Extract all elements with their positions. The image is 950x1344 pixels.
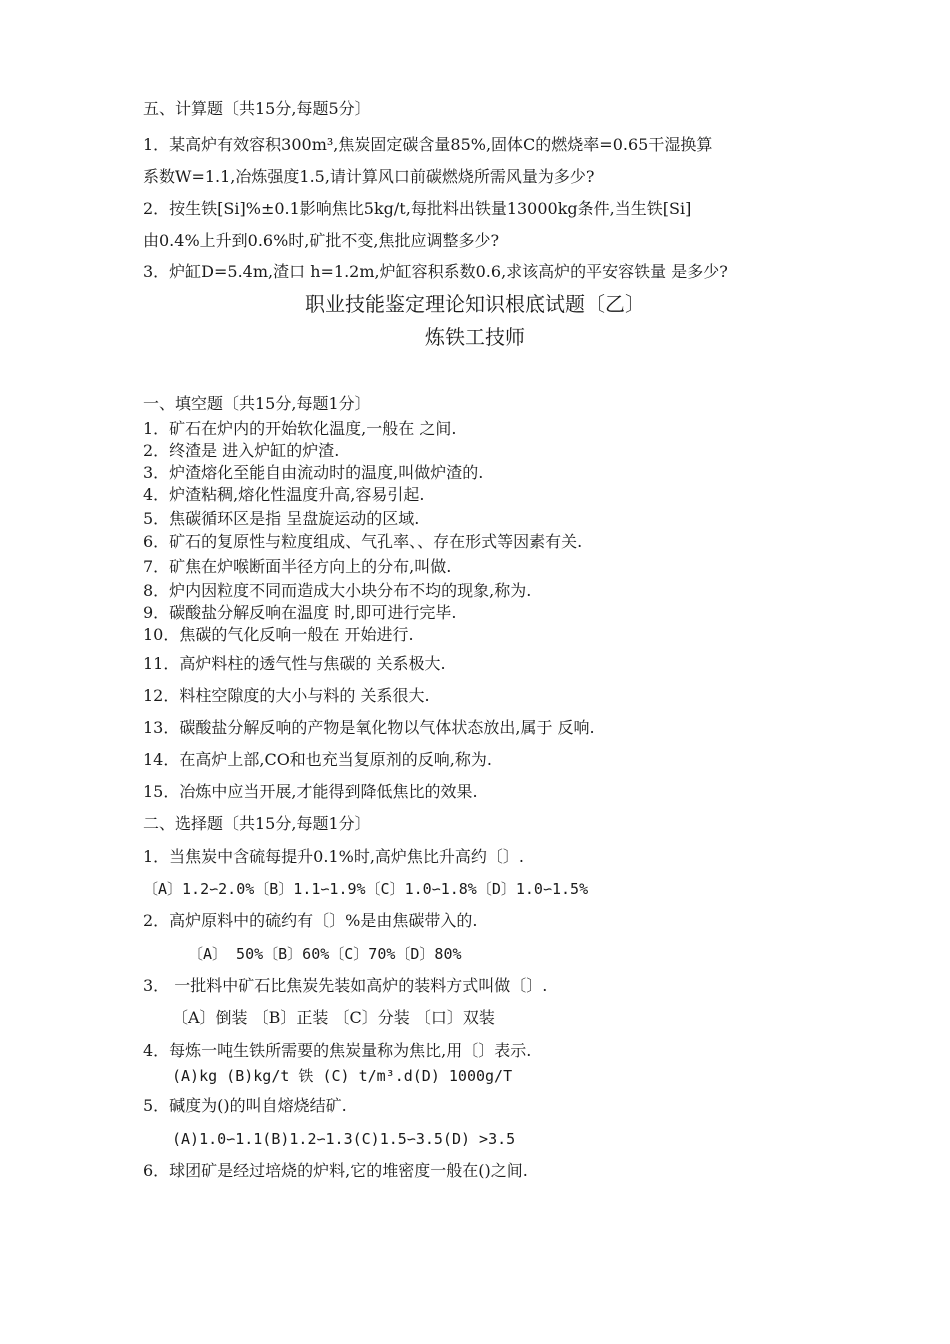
choice-q4-options: (A)kg (B)kg/t 铁 (C) t/m³.d(D) 1000g/T xyxy=(172,1067,513,1085)
choice-q3: 3． 一批料中矿石比焦炭先装如高炉的装料方式叫做〔〕. xyxy=(143,976,548,995)
fill-item: 9．碳酸盐分解反响在温度 时,即可进行完毕. xyxy=(143,603,457,622)
fill-item: 12．料柱空隙度的大小与料的 关系很大. xyxy=(143,686,430,705)
fill-item: 10．焦碳的气化反响一般在 开始进行. xyxy=(143,625,414,644)
choice-q1: 1．当焦炭中含硫每提升0.1%时,高炉焦比升高约〔〕. xyxy=(143,847,525,866)
fill-item: 15．冶炼中应当开展,才能得到降低焦比的效果. xyxy=(143,782,478,801)
choice-q3-options: 〔A〕倒装 〔B〕正装 〔C〕分装 〔口〕双装 xyxy=(172,1008,495,1027)
fill-item: 14．在高炉上部,CO和也充当复原剂的反响,称为. xyxy=(143,750,492,769)
choice-q5-options: (A)1.0∽1.1(B)1.2∽1.3(C)1.5∽3.5(D) >3.5 xyxy=(172,1130,516,1148)
choice-q6: 6．球团矿是经过培烧的炉料,它的堆密度一般在()之间. xyxy=(143,1161,528,1180)
choice-q1-options: 〔A〕1.2∽2.0%〔B〕1.1∽1.9%〔C〕1.0∽1.8%〔D〕1.0∽1.5% xyxy=(143,880,589,898)
fill-item: 13．碳酸盐分解反响的产物是氧化物以气体状态放出,属于 反响. xyxy=(143,718,595,737)
fill-item: 11．高炉料柱的透气性与焦碳的 关系极大. xyxy=(143,654,446,673)
choice-q5: 5．碱度为()的叫自熔烧结矿. xyxy=(143,1096,347,1115)
calc-q2-line1: 2．按生铁[Si]%±0.1影响焦比5kg/t,每批料出铁量13000kg条件,当生铁[Si] xyxy=(143,199,692,218)
exam-title: 职业技能鉴定理论知识根底试题〔乙〕 xyxy=(305,292,645,316)
calc-q1-line2: 系数W=1.1,冶炼强度1.5,请计算风口前碳燃烧所需风量为多少? xyxy=(143,167,595,186)
exam-subtitle: 炼铁工技师 xyxy=(425,325,525,349)
section-2-heading: 二、选择题〔共15分,每题1分〕 xyxy=(143,814,371,833)
fill-item: 6．矿石的复原性与粒度组成、气孔率、、存在形式等因素有关. xyxy=(143,532,583,551)
calc-q3: 3．炉缸D=5.4m,渣口 h=1.2m,炉缸容积系数0.6,求该高炉的平安容铁量 是多少? xyxy=(143,262,728,281)
fill-item: 8．炉内因粒度不同而造成大小块分布不均的现象,称为. xyxy=(143,581,532,600)
section-5-heading: 五、计算题〔共15分,每题5分〕 xyxy=(143,99,371,118)
calc-q2-line2: 由0.4%上升到0.6%时,矿批不变,焦批应调整多少? xyxy=(143,231,500,250)
fill-item: 7．矿焦在炉喉断面半径方向上的分布,叫做. xyxy=(143,557,452,576)
fill-item: 4．炉渣粘稠,熔化性温度升高,容易引起. xyxy=(143,485,425,504)
section-1-heading: 一、填空题〔共15分,每题1分〕 xyxy=(143,394,371,413)
calc-q1-line1: 1．某高炉有效容积300m³,焦炭固定碳含量85%,固体C的燃烧率=0.65干湿换算 xyxy=(143,135,713,154)
fill-item: 5．焦碳循环区是指 呈盘旋运动的区域. xyxy=(143,509,420,528)
fill-item: 1．矿石在炉内的开始软化温度,一般在 之间. xyxy=(143,419,457,438)
choice-q2-options: 〔A〕 50%〔B〕60%〔C〕70%〔D〕80% xyxy=(188,945,462,963)
fill-item: 2．终渣是 进入炉缸的炉渣. xyxy=(143,441,340,460)
fill-item: 3．炉渣熔化至能自由流动时的温度,叫做炉渣的. xyxy=(143,463,484,482)
choice-q2: 2．高炉原料中的硫约有〔〕%是由焦碳带入的. xyxy=(143,911,478,930)
choice-q4: 4．每炼一吨生铁所需要的焦炭量称为焦比,用〔〕表示. xyxy=(143,1041,532,1060)
